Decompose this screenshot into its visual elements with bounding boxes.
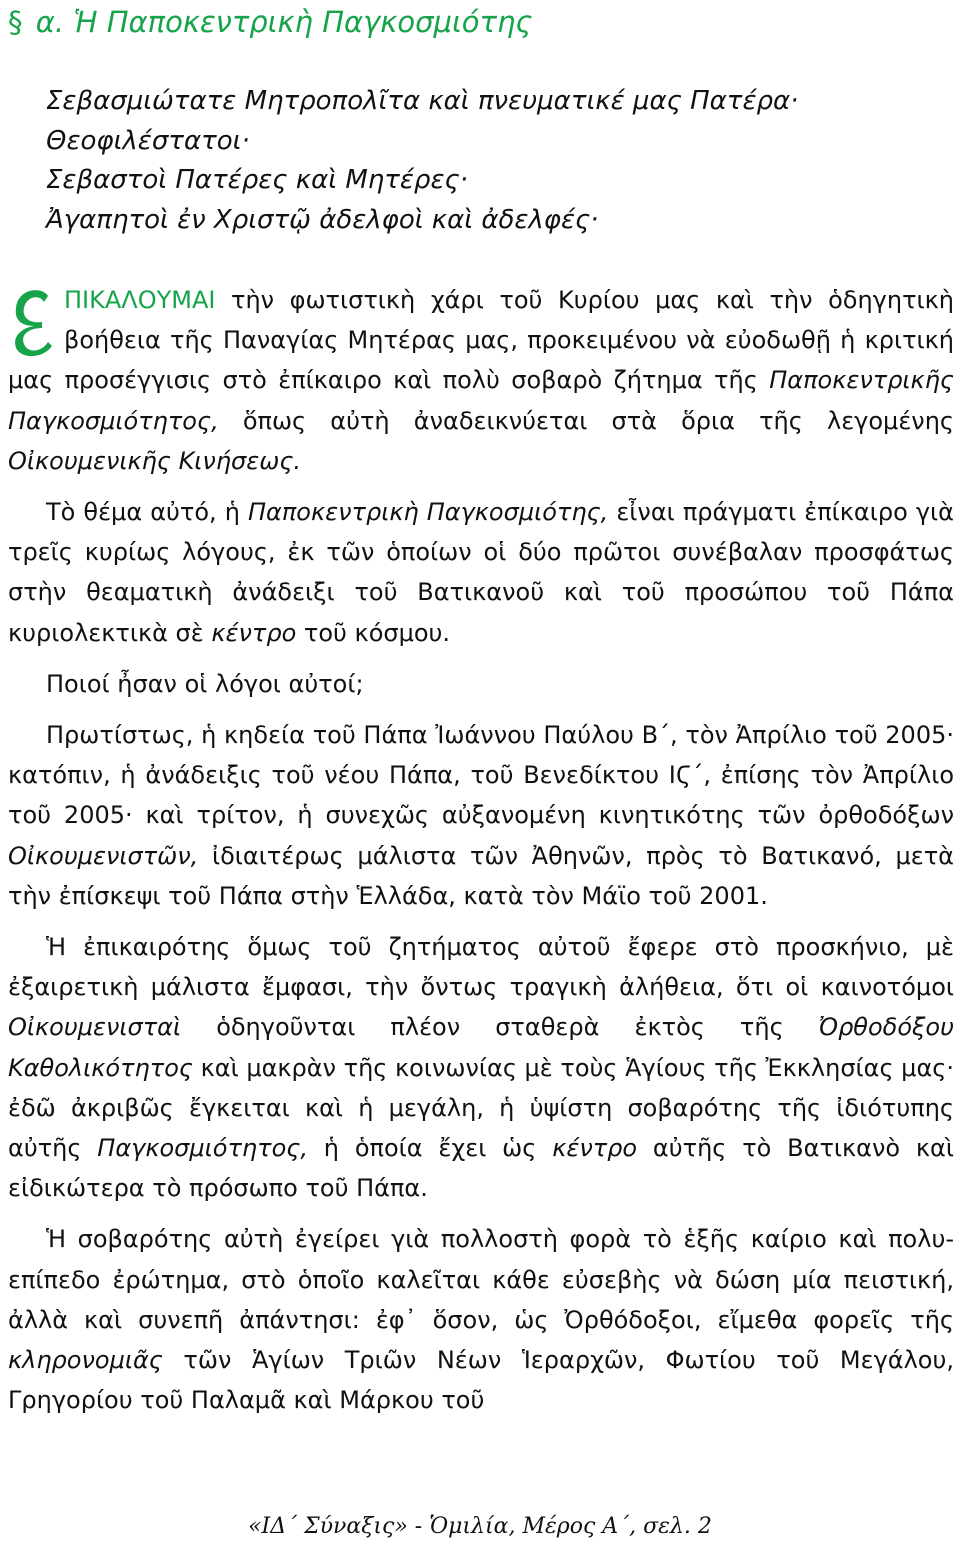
emphasis-run: κληρονομιᾶς	[8, 1346, 163, 1375]
greeting-line: Ἀγαπητοὶ ἐν Χριστῷ ἀδελφοὶ καὶ ἀδελφές·	[46, 204, 599, 235]
section-heading	[8, 2, 532, 42]
emphasis-run: κέντρο	[552, 1134, 638, 1163]
lead-caps: ΠΙΚΑΛΟΥΜΑΙ	[64, 286, 216, 314]
text-run: τοῦ κόσμου.	[296, 618, 451, 647]
greeting-line: Θεοφιλέστατοι·	[46, 125, 250, 156]
text-run: Πρωτίστως, ἡ κηδεία τοῦ Πάπα Ἰωάννου Παύλου Β΄, τὸν Ἀπρίλιο τοῦ 2005· κατόπιν, ἡ ἀνάδειξις τοῦ νέου Πάπα, τοῦ Βενεδίκτου ΙϚ΄, ἐπίσης τὸν Ἀπρίλιο τοῦ 2005· καὶ τρίτον, ἡ συνεχῶς αὐξανομένη κινητικότης τῶν ὀρθοδόξων	[8, 721, 954, 830]
page-footer: «ΙΔ΄ Σύναξις» - Ὁμιλία, Μέρος Α΄, σελ. 2	[248, 1514, 712, 1539]
paragraph	[8, 1219, 954, 1420]
text-run: ὁδηγοῦνται πλέον σταθερὰ ἐκτὸς τῆς	[181, 1013, 819, 1042]
emphasis-run: Οἰκουμενιστῶν,	[8, 841, 199, 870]
emphasis-run: Παποκεντρικὴ Παγκοσμιότης,	[247, 498, 609, 527]
emphasis-run: Οἰκουμενικῆς Κινήσεως.	[8, 446, 302, 475]
text-run: εἶναι πράγματι ἐπίκαιρο γιὰ τρεῖς κυρίως λόγους, ἐκ τῶν ὁποίων οἱ δύο πρῶτοι συνέβαλαν προσφάτως στὴν θεαματικὴ ἀνάδειξι τοῦ Βατικανοῦ καὶ τοῦ προσώπου τοῦ Πάπα κυριολεκτικὰ σὲ	[8, 498, 954, 647]
text-run: αὐτῆς τὸ Βατικανὸ καὶ εἰδικώτερα τὸ πρόσωπο τοῦ Πάπα.	[8, 1134, 954, 1203]
text-run: τὴν φωτιστικὴ χάρι τοῦ Κυρίου μας καὶ τὴν ὁδηγητικὴ βοήθεια τῆς Παναγίας Μητέρας μας, προκειμένου νὰ εὐοδωθῇ ἡ κριτική μας προσέγγισις στὸ ἐπίκαιρο καὶ πολὺ σοβαρὸ ζήτημα τῆς	[8, 286, 954, 395]
emphasis-run: Παποκεντρικῆς Παγκοσμιότητος,	[8, 366, 954, 435]
text-run: ὅπως αὐτὴ ἀναδεικνύεται στὰ ὅρια τῆς λεγομένης	[218, 406, 954, 435]
greeting-block	[46, 82, 798, 240]
text-run: Ποιοί ἦσαν οἱ λόγοι αὐτοί;	[46, 669, 364, 698]
text-run: Ἡ σοβαρότης αὐτὴ ἐγείρει γιὰ πολλοστὴ φορὰ τὸ ἑξῆς καίριο καὶ πολυ-επίπεδο ἐρώτημα, στὸ ὁποῖο καλεῖται κάθε εὐσεβὴς νὰ δώση μία πειστική, ἀλλὰ καὶ συνεπῆ ἀπάντησι: ἐφ᾽ ὅσον, ὡς Ὀρθόδοξοι, εἴμεθα φορεῖς τῆς	[8, 1225, 954, 1334]
text-run: Τὸ θέμα αὐτό, ἡ	[46, 498, 248, 527]
emphasis-run: Ὀρθοδόξου Καθολικότητος	[8, 1013, 954, 1082]
paragraph	[8, 280, 954, 481]
text-run: Ἡ ἐπικαιρότης ὅμως τοῦ ζητήματος αὐτοῦ ἔφερε στὸ προσκήνιο, μὲ ἐξαιρετικὴ μάλιστα ἔμφασι, τὴν ὄντως τραγικὴ ἀλήθεια, ὅτι οἱ καινοτόμοι	[8, 933, 954, 1002]
emphasis-run: Παγκοσμιότητος,	[97, 1134, 308, 1163]
paragraph	[8, 927, 954, 1208]
paragraph	[8, 492, 954, 653]
section-title: Ἡ Παποκεντρικὴ Παγκοσμιότης	[73, 5, 533, 39]
section-mark: §	[8, 5, 23, 39]
emphasis-run: Οἰκουμενισταὶ	[8, 1013, 182, 1042]
dropcap-epsilon-icon	[8, 282, 62, 358]
paragraph	[8, 664, 954, 704]
text-run: καὶ μακρὰν τῆς κοινωνίας μὲ τοὺς Ἁγίους τῆς Ἐκκλησίας μας· ἐδῶ ἀκριβῶς ἔγκειται καὶ ἡ μεγάλη, ἡ ὑψίστη σοβαρότης τῆς ἰδιότυπης αὐτῆς	[8, 1053, 954, 1163]
text-run: τῶν Ἁγίων Τριῶν Νέων Ἱεραρχῶν, Φωτίου τοῦ Μεγάλου, Γρηγορίου τοῦ Παλαμᾶ καὶ Μάρκου τοῦ	[8, 1346, 954, 1415]
body-text	[8, 280, 954, 1431]
text-run: ἡ ὁποία ἔχει ὡς	[307, 1134, 553, 1163]
paragraph	[8, 715, 954, 916]
greeting-line: Σεβαστοὶ Πατέρες καὶ Μητέρες·	[46, 165, 469, 195]
text-run: ἰδιαιτέρως μάλιστα τῶν Ἀθηνῶν, πρὸς τὸ Βατικανό, μετὰ τὴν ἐπίσκεψι τοῦ Πάπα στὴν Ἑλλάδα, κατὰ τὸν Μάϊο τοῦ 2001.	[8, 841, 954, 910]
emphasis-run: κέντρο	[211, 618, 297, 647]
greeting-line: Σεβασμιώτατε Μητροπολῖτα καὶ πνευματικέ μας Πατέρα·	[46, 86, 799, 116]
section-label: α.	[35, 5, 65, 39]
